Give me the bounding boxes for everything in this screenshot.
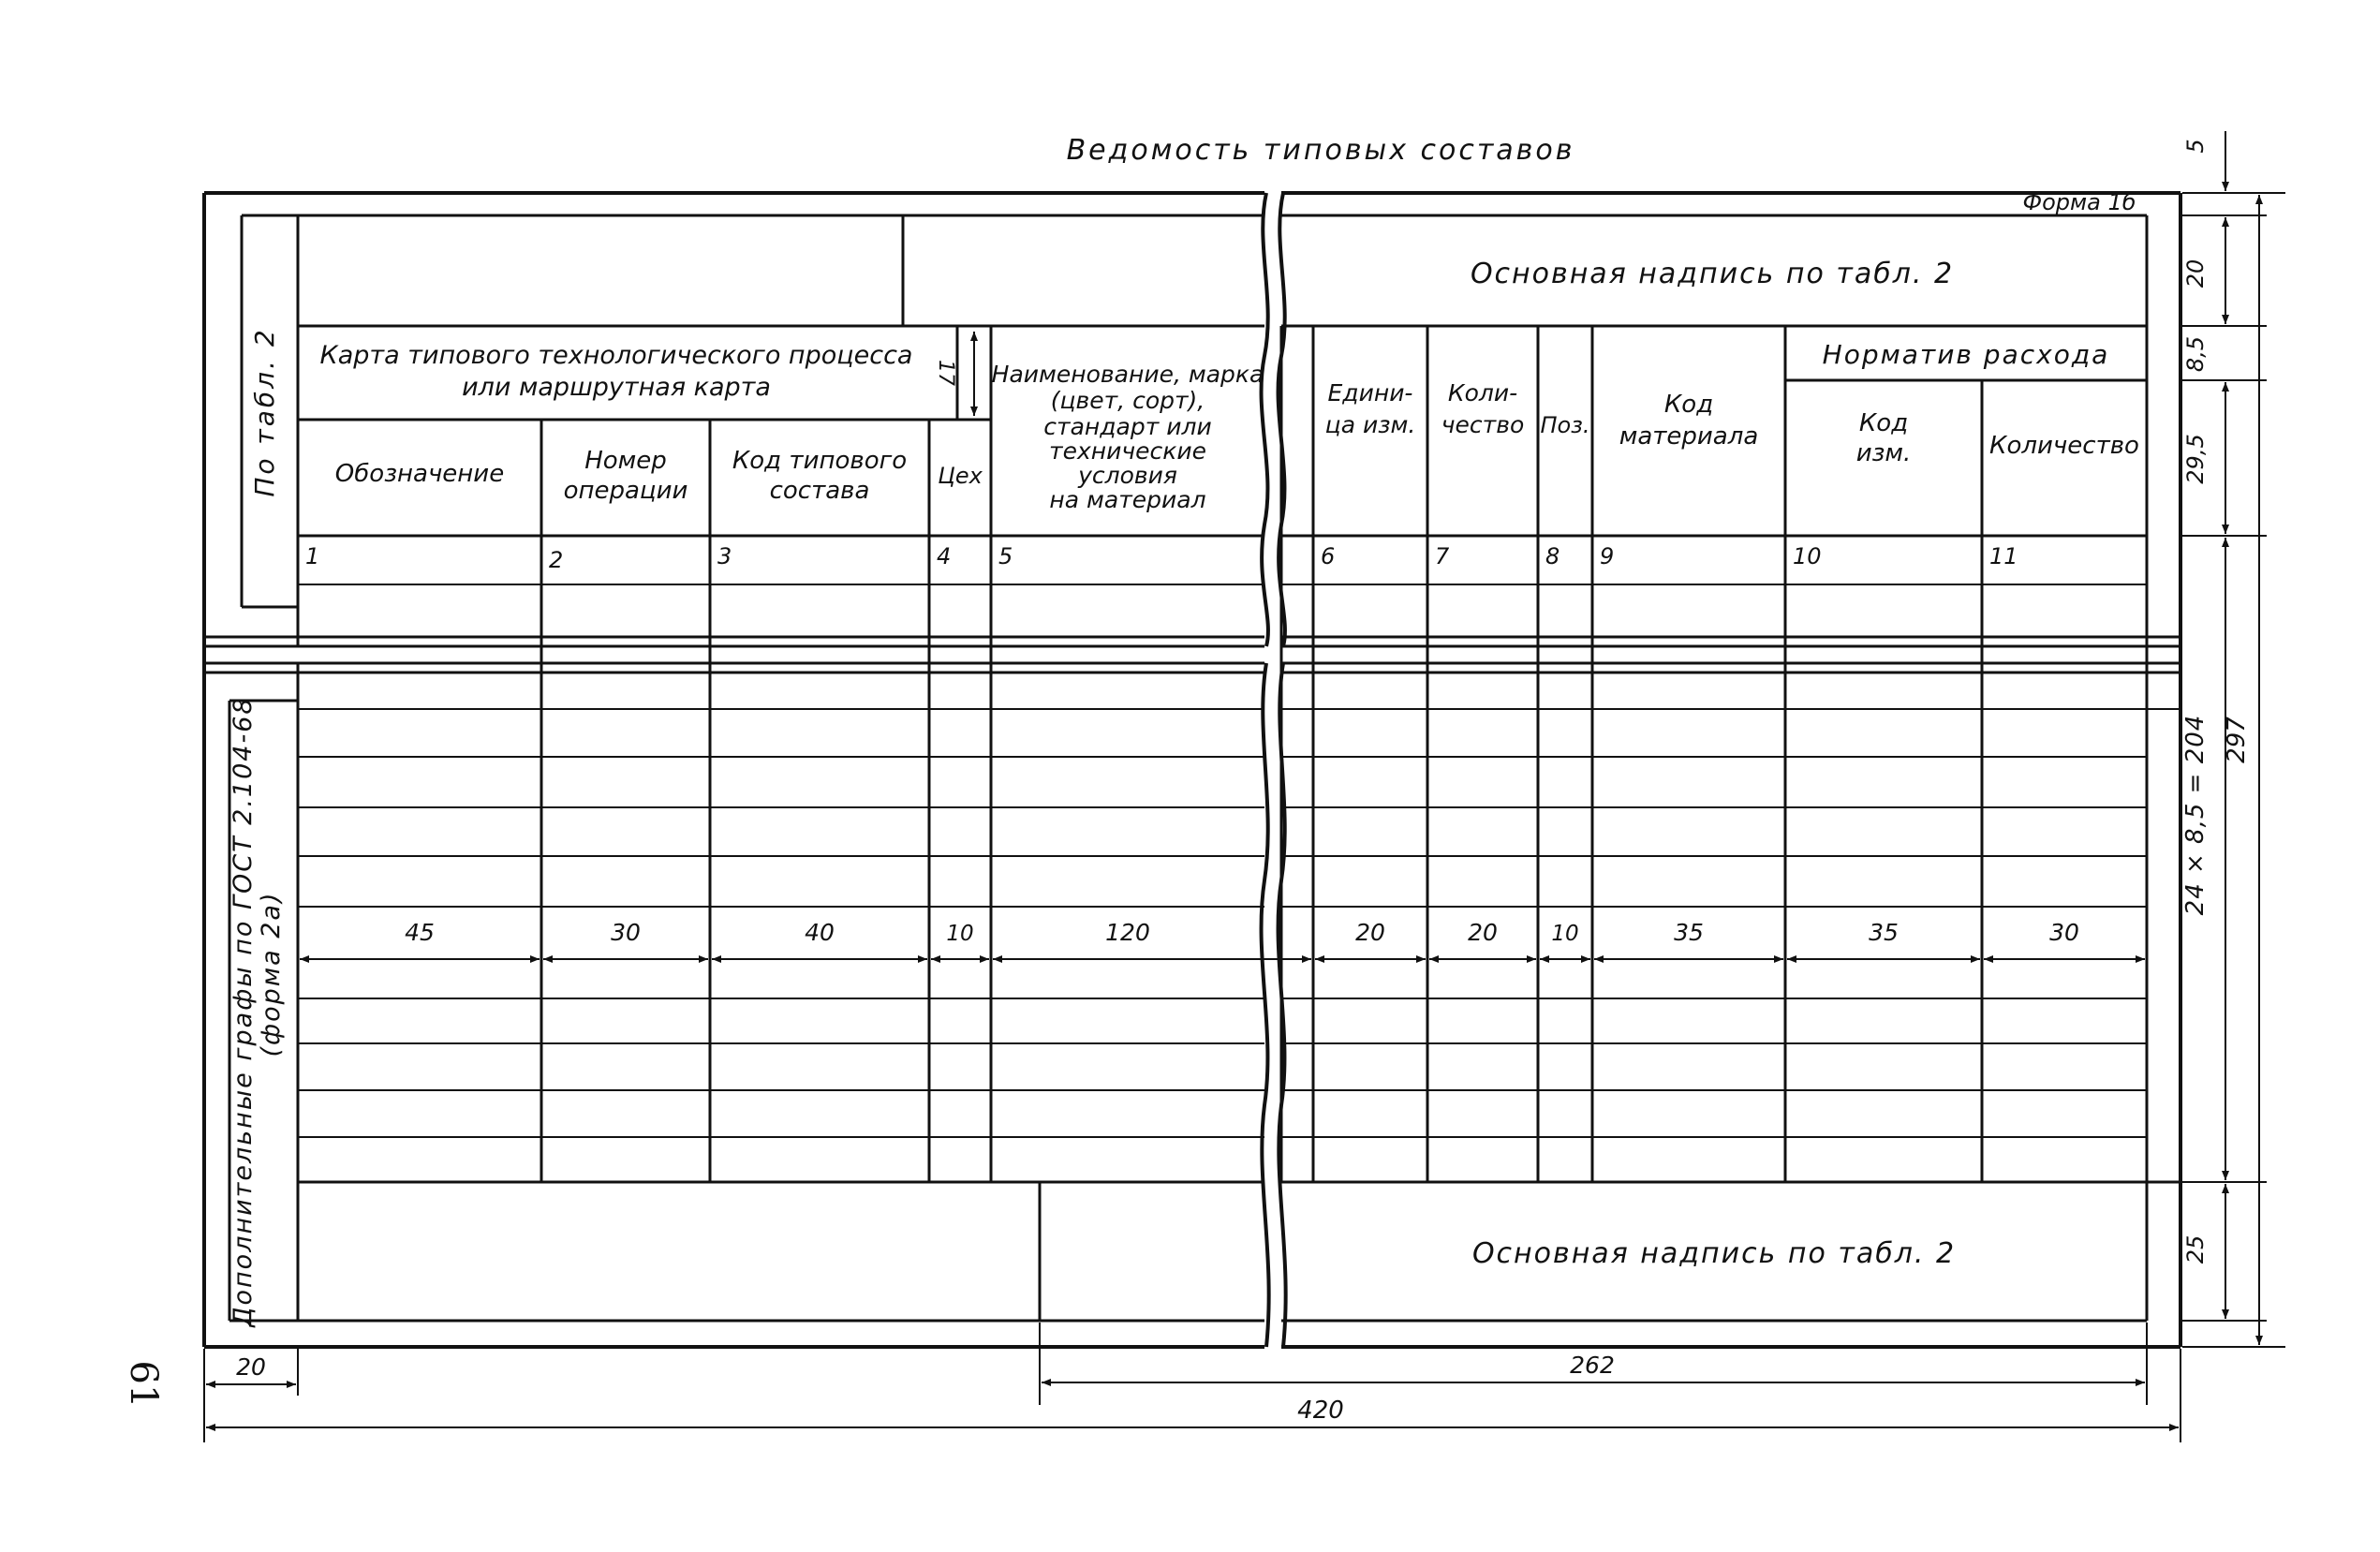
col-width-label: 35 [1674, 919, 1704, 946]
body-rows [298, 584, 2180, 1137]
dim-label: 8,5 [2182, 335, 2209, 373]
card-title-line1: Карта типового технологического процесса [319, 341, 913, 370]
dim-label: 24 × 8,5 = 204 [2181, 714, 2210, 916]
page-title: Ведомость типовых составов [1066, 134, 1575, 167]
col-width-label: 20 [1468, 919, 1498, 946]
name-header-line4: технические [1049, 437, 1206, 465]
card-title-line2: или маршрутная карта [462, 373, 771, 402]
main-inscription-top: Основная надпись по табл. 2 [1470, 258, 1955, 290]
name-header [992, 361, 1264, 513]
col-amount: Количество [1989, 432, 2139, 460]
col-number: 1 [305, 543, 320, 569]
column-numbers [305, 543, 2018, 573]
side-label-bottom-line1: Дополнительные графы по ГОСТ 2.104-68 [229, 696, 258, 1327]
column-width-dims [300, 919, 2145, 959]
col-unit-code-1: Код [1858, 409, 1909, 437]
col-width-label: 30 [2049, 919, 2079, 946]
page-number: 61 [122, 1360, 165, 1409]
form-label: Форма 1б [2022, 189, 2136, 215]
dim-label: 5 [2182, 139, 2209, 154]
name-header-line6: на материал [1049, 486, 1206, 513]
col-number: 2 [549, 547, 564, 573]
col-designation: Обозначение [334, 460, 505, 488]
col-width-label: 30 [611, 919, 641, 946]
col-width-label: 35 [1869, 919, 1899, 946]
col-position: Поз. [1540, 412, 1590, 438]
col-number: 6 [1321, 543, 1336, 569]
col-number: 10 [1793, 543, 1822, 569]
side-label-bottom-line2: (форма 2а) [257, 891, 286, 1057]
dim-label: 25 [2182, 1234, 2209, 1264]
col-shop: Цех [938, 463, 983, 489]
dim-label: 297 [2223, 717, 2251, 763]
name-header-line5: условия [1078, 462, 1177, 489]
name-header-line1: Наименование, марка [991, 361, 1264, 388]
col-operation-1: Номер [584, 447, 667, 475]
col-width-label: 40 [805, 919, 835, 946]
col-width-label: 120 [1105, 919, 1150, 946]
col-width-label: 10 [1551, 922, 1579, 946]
right-dimensions [2181, 131, 2285, 1347]
col-unit-2: ца изм. [1324, 411, 1416, 438]
norm-header: Норматив расхода [1822, 339, 2110, 370]
col-material-code-2: материала [1619, 422, 1759, 451]
col-quantity-2: чество [1441, 411, 1525, 438]
col-width-label: 45 [405, 919, 435, 946]
name-header-line3: стандарт или [1043, 413, 1212, 440]
col-unit-code-2: изм. [1855, 439, 1912, 467]
bottom-dimensions [204, 1323, 2180, 1442]
col-quantity-1: Коли- [1447, 379, 1518, 406]
col-composition-1: Код типового [732, 447, 908, 475]
col-number: 8 [1545, 543, 1560, 569]
dim-label: 262 [1570, 1352, 1615, 1379]
col-operation-2: операции [563, 477, 688, 505]
col-width-label: 20 [1355, 919, 1385, 946]
dim-label: 20 [2182, 259, 2209, 288]
col-unit-1: Едини- [1327, 379, 1413, 406]
dim-label: 29,5 [2182, 434, 2209, 484]
col-composition-2: состава [769, 477, 870, 505]
col-number: 11 [1989, 543, 2018, 569]
col-width-label: 10 [946, 922, 974, 946]
col-number: 3 [717, 543, 732, 569]
dim-label: 20 [236, 1353, 266, 1381]
col-number: 4 [937, 543, 952, 569]
main-inscription-bottom: Основная надпись по табл. 2 [1471, 1237, 1957, 1270]
col-number: 9 [1600, 543, 1615, 569]
side-label-top: По табл. 2 [249, 327, 280, 497]
col-number: 5 [998, 543, 1013, 569]
card-height-dim: 17 [934, 360, 957, 386]
col-number: 7 [1435, 543, 1450, 569]
col-material-code-1: Код [1663, 391, 1714, 419]
name-header-line2: (цвет, сорт), [1050, 387, 1205, 414]
dim-label: 420 [1297, 1397, 1344, 1425]
